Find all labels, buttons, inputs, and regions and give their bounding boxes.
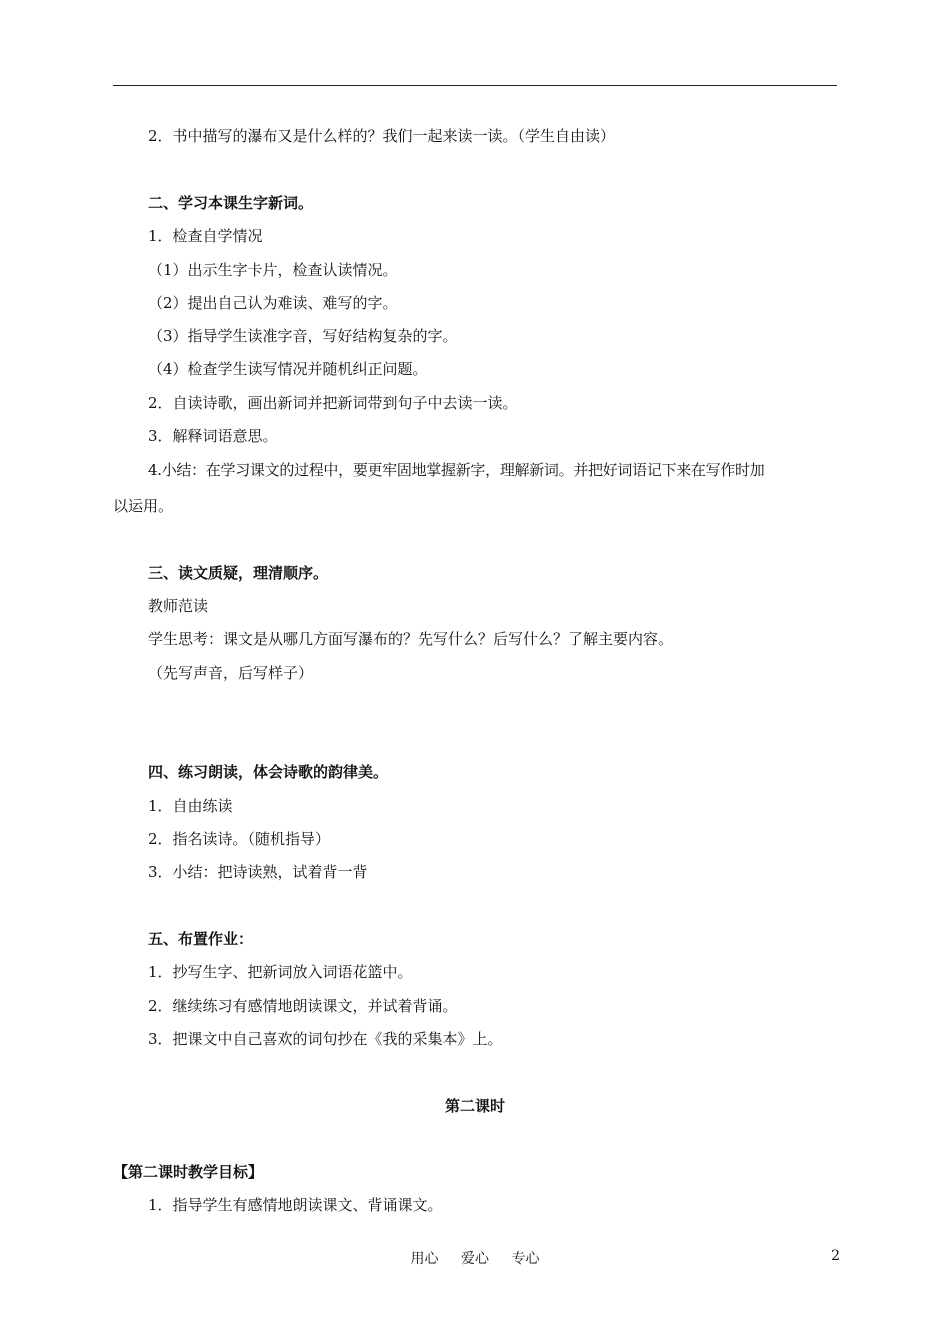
section-heading: 四、练习朗读，体会诗歌的韵律美。 xyxy=(148,763,389,781)
header-rule xyxy=(113,85,837,86)
paragraph-line: （4）检查学生读写情况并随机纠正问题。 xyxy=(148,360,428,378)
page-number: 2 xyxy=(831,1248,840,1264)
section-heading: 三、读文质疑，理清顺序。 xyxy=(148,564,329,582)
paragraph-line: 1．自由练读 xyxy=(148,797,233,815)
paragraph-line: 1．检查自学情况 xyxy=(148,227,263,245)
paragraph-line: 1．抄写生字、把新词放入词语花篮中。 xyxy=(148,963,413,981)
paragraph-line: 4.小结：在学习课文的过程中，要更牢固地掌握新字，理解新词。并把好词语记下来在写作时加 xyxy=(148,461,765,479)
paragraph-line: 3．小结：把诗读熟，试着背一背 xyxy=(148,863,368,881)
paragraph-line: 学生思考：课文是从哪几方面写瀑布的？先写什么？后写什么？了解主要内容。 xyxy=(148,630,674,648)
paragraph-line: 2．自读诗歌，画出新词并把新词带到句子中去读一读。 xyxy=(148,394,518,412)
paragraph-line: 1．指导学生有感情地朗读课文、背诵课文。 xyxy=(148,1196,443,1214)
footer-motto: 用心 爱心 专心 xyxy=(410,1251,540,1267)
objectives-heading: 【第二课时教学目标】 xyxy=(113,1163,264,1181)
paragraph-line: 3．解释词语意思。 xyxy=(148,427,278,445)
section-heading: 二、学习本课生字新词。 xyxy=(148,194,314,212)
section-heading: 五、布置作业： xyxy=(148,930,254,948)
lesson-title: 第二课时 xyxy=(444,1097,505,1115)
paragraph-line: 2．继续练习有感情地朗读课文，并试着背诵。 xyxy=(148,997,458,1015)
paragraph-line: 3．把课文中自己喜欢的词句抄在《我的采集本》上。 xyxy=(148,1030,503,1048)
paragraph-line: （1）出示生字卡片，检查认读情况。 xyxy=(148,261,398,279)
paragraph-line: （先写声音，后写样子） xyxy=(148,664,314,682)
paragraph-line: （3）指导学生读准字音，写好结构复杂的字。 xyxy=(148,327,458,345)
paragraph-line: 教师范读 xyxy=(148,597,209,615)
paragraph-line: 2．书中描写的瀑布又是什么样的？我们一起来读一读。（学生自由读） xyxy=(148,127,616,145)
paragraph-line: 2．指名读诗。（随机指导） xyxy=(148,830,331,848)
paragraph-line: （2）提出自己认为难读、难写的字。 xyxy=(148,294,398,312)
paragraph-line: 以运用。 xyxy=(113,497,174,515)
